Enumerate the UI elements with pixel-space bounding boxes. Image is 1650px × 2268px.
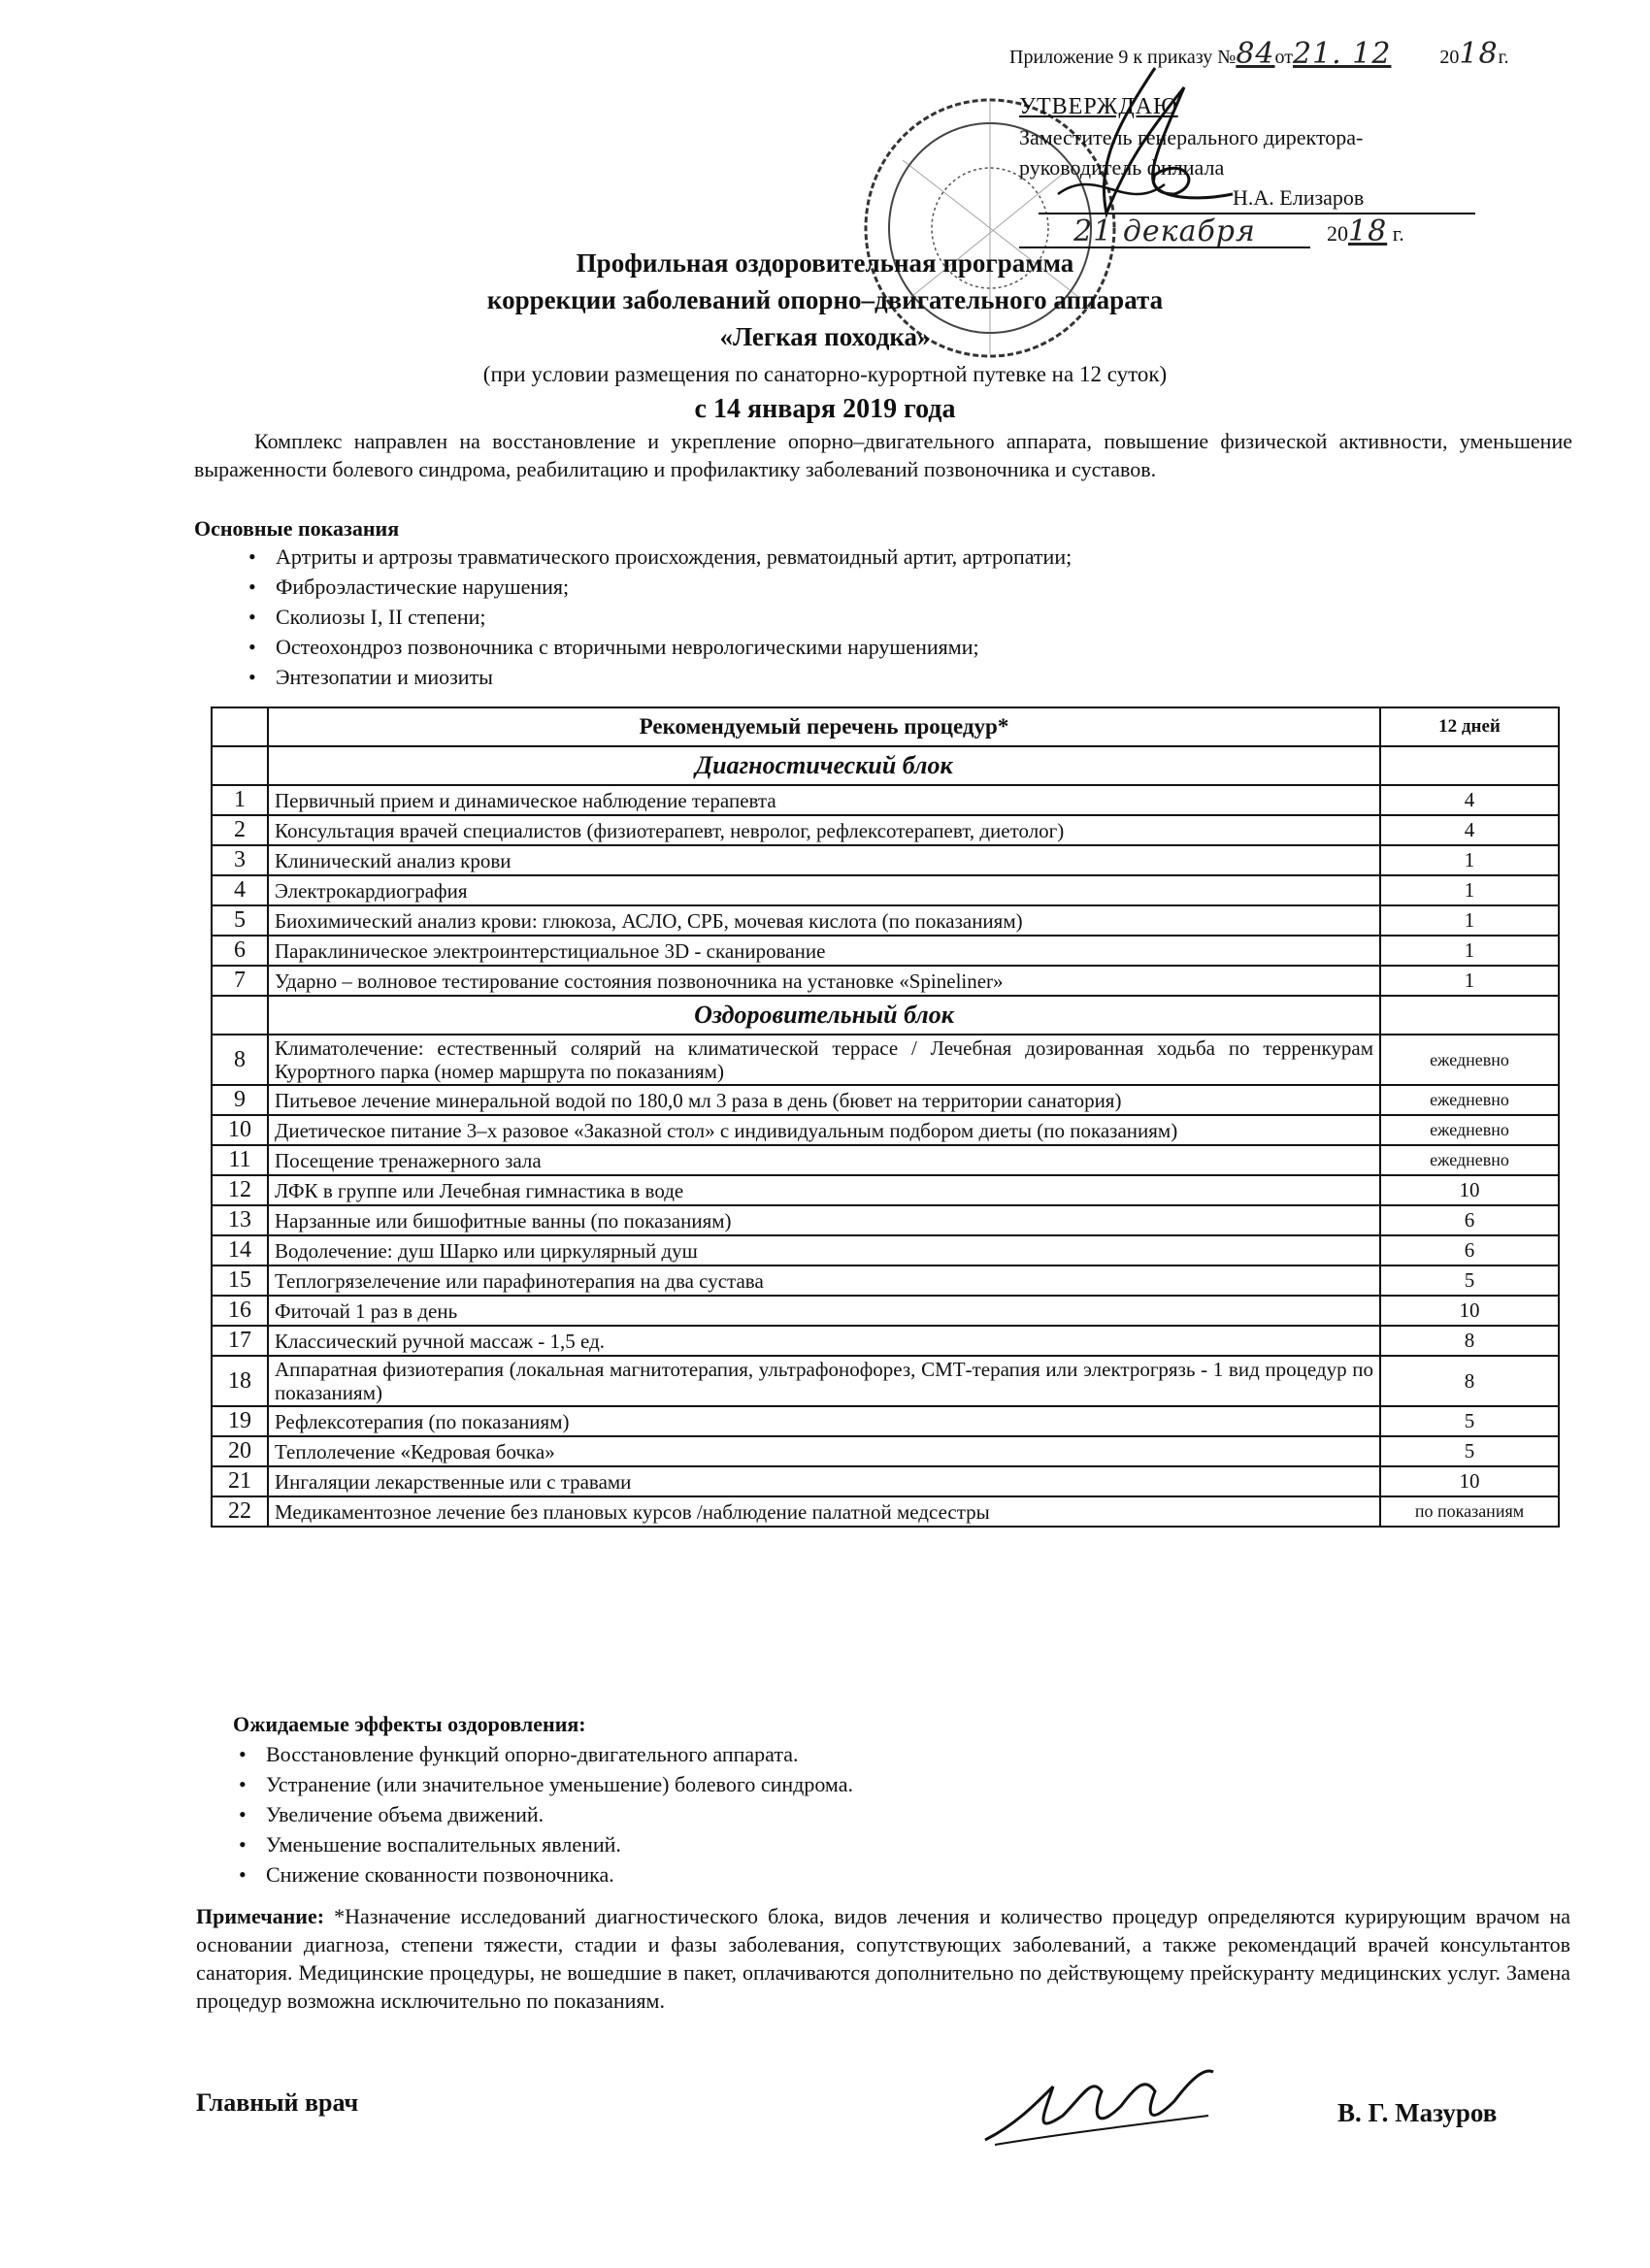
table-row [212, 1496, 1559, 1527]
appendix-text: Приложение 9 к приказу № [1009, 47, 1237, 68]
row-number: 10 [212, 1115, 268, 1145]
approval-position-line2: руководитель филиала [1019, 155, 1225, 180]
procedure-count: 8 [1380, 1356, 1559, 1406]
procedure-name: Климатолечение: естественный солярий на климатической террасе / Лечебная дозированная ходьба по терренкурам Курортного парка (номер маршрута по показаниям) [268, 1035, 1380, 1085]
table-row [212, 1406, 1559, 1436]
row-number: 22 [212, 1496, 268, 1527]
table-row [212, 1115, 1559, 1145]
chief-doctor-signature [975, 2048, 1228, 2154]
appendix-year-prefix: 20 [1439, 47, 1460, 68]
procedures-table-body [212, 746, 1559, 1527]
procedure-count: 10 [1380, 1466, 1559, 1496]
procedure-name: Нарзанные или бишофитные ванны (по показаниям) [268, 1205, 1380, 1235]
effect-item: • Уменьшение воспалительных явлений. [233, 1829, 853, 1859]
table-row [212, 1085, 1559, 1115]
procedure-count: 5 [1380, 1436, 1559, 1466]
approval-year-prefix: 20 [1327, 221, 1348, 246]
table-row [212, 785, 1559, 815]
approval-block [1019, 92, 1475, 248]
procedure-count: 1 [1380, 875, 1559, 905]
table-header-procedures: Рекомендуемый перечень процедур* [268, 707, 1380, 746]
title-line2: коррекции заболеваний опорно–двигательного аппарата [486, 285, 1164, 314]
effect-item: • Увеличение объема движений. [233, 1799, 853, 1829]
procedure-name: Аппаратная физиотерапия (локальная магнитотерапия, ультрафонофорез, СМТ-терапия или электрогрязь - 1 вид процедур по показаниям) [268, 1356, 1380, 1406]
row-number: 20 [212, 1436, 268, 1466]
indication-item: • Остеохондроз позвоночника с вторичными неврологическими нарушениями; [243, 632, 1072, 662]
note-label: Примечание: [196, 1904, 325, 1928]
table-row [212, 1356, 1559, 1406]
block-heading-row [212, 996, 1559, 1035]
block-empty-cell [212, 746, 268, 785]
indication-item: • Энтезопатии и миозиты [243, 662, 1072, 692]
indication-item: • Сколиозы I, II степени; [243, 602, 1072, 632]
row-number: 5 [212, 905, 268, 936]
procedure-name: Теплогрязелечение или парафинотерапия на два сустава [268, 1265, 1380, 1296]
appendix-from: от [1274, 47, 1293, 68]
row-number: 3 [212, 845, 268, 875]
row-number: 9 [212, 1085, 268, 1115]
table-row [212, 1145, 1559, 1175]
indications-heading: Основные показания [194, 516, 400, 541]
procedure-count: ежедневно [1380, 1085, 1559, 1115]
indications-list [243, 542, 1072, 692]
procedure-name: Классический ручной массаж - 1,5 ед. [268, 1326, 1380, 1356]
approval-position-line1: Заместитель генерального директора- [1019, 125, 1364, 149]
procedure-count: 6 [1380, 1235, 1559, 1265]
procedure-count: 6 [1380, 1205, 1559, 1235]
procedure-count: 1 [1380, 966, 1559, 996]
procedure-count: 5 [1380, 1406, 1559, 1436]
row-number: 17 [212, 1326, 268, 1356]
procedures-table [211, 707, 1560, 1528]
table-row [212, 875, 1559, 905]
row-number: 21 [212, 1466, 268, 1496]
appendix-year-suffix: 18 [1459, 37, 1499, 71]
indications-section [194, 516, 1072, 692]
row-number: 7 [212, 966, 268, 996]
procedure-count: ежедневно [1380, 1035, 1559, 1085]
procedure-name: ЛФК в группе или Лечебная гимнастика в воде [268, 1175, 1380, 1205]
table-row [212, 1205, 1559, 1235]
table-row [212, 1175, 1559, 1205]
chief-doctor-role: Главный врач [196, 2088, 359, 2117]
title-line1: Профильная оздоровительная программа [576, 248, 1074, 278]
procedure-name: Фиточай 1 раз в день [268, 1296, 1380, 1326]
table-row [212, 966, 1559, 996]
procedure-count: по показаниям [1380, 1496, 1559, 1527]
procedure-name: Ингаляции лекарственные или с травами [268, 1466, 1380, 1496]
approval-heading: УТВЕРЖДАЮ [1019, 94, 1178, 119]
procedure-count: 5 [1380, 1265, 1559, 1296]
table-row [212, 1296, 1559, 1326]
procedure-name: Медикаментозное лечение без плановых курсов /наблюдение палатной медсестры [268, 1496, 1380, 1527]
procedure-name: Водолечение: душ Шарко или циркулярный душ [268, 1235, 1380, 1265]
table-header-days: 12 дней [1380, 707, 1559, 746]
row-number: 16 [212, 1296, 268, 1326]
procedure-name: Биохимический анализ крови: глюкоза, АСЛО, СРБ, мочевая кислота (по показаниям) [268, 905, 1380, 936]
effects-section [233, 1712, 853, 1890]
procedure-name: Электрокардиография [268, 875, 1380, 905]
block-empty-cell [1380, 746, 1559, 785]
effects-list [233, 1739, 853, 1890]
procedure-name: Питьевое лечение минеральной водой по 180,0 мл 3 раза в день (бювет на территории санатория) [268, 1085, 1380, 1115]
table-header-row [212, 707, 1559, 746]
row-number: 19 [212, 1406, 268, 1436]
block-heading: Диагностический блок [268, 746, 1380, 785]
procedure-count: ежедневно [1380, 1145, 1559, 1175]
intro-block [194, 427, 1572, 483]
row-number: 14 [212, 1235, 268, 1265]
table-row [212, 1326, 1559, 1356]
table-row [212, 1466, 1559, 1496]
row-number: 12 [212, 1175, 268, 1205]
approval-year-suffix: 18 [1348, 214, 1388, 248]
table-row [212, 1235, 1559, 1265]
procedure-count: 8 [1380, 1326, 1559, 1356]
procedure-name: Теплолечение «Кедровая бочка» [268, 1436, 1380, 1466]
row-number: 15 [212, 1265, 268, 1296]
procedure-name: Посещение тренажерного зала [268, 1145, 1380, 1175]
chief-doctor-name: В. Г. Мазуров [1337, 2098, 1498, 2127]
procedure-count: 1 [1380, 905, 1559, 936]
approver-name: Н.А. Елизаров [1039, 182, 1475, 214]
row-number: 4 [212, 875, 268, 905]
procedure-name: Ударно – волновое тестирование состояния позвоночника на установке «Spineliner» [268, 966, 1380, 996]
note-text: *Назначение исследований диагностического блока, видов лечения и количество процедур определяются курирующим врачом на основании диагноза, степени тяжести, стадии и фазы заболевания, сопутствующих заболеваний, а также рекомендаций врачей консультантов санатория. Медицинские процедуры, не вошедшие в пакет, оплачиваются дополнительно по действующему прейскуранту медицинских услуг. Замена процедур возможна исключительно по показаниям. [196, 1904, 1570, 2013]
row-number: 18 [212, 1356, 268, 1406]
procedure-name: Клинический анализ крови [268, 845, 1380, 875]
procedure-count: 4 [1380, 785, 1559, 815]
effect-item: • Восстановление функций опорно-двигательного аппарата. [233, 1739, 853, 1769]
row-number: 11 [212, 1145, 268, 1175]
row-number: 13 [212, 1205, 268, 1235]
block-empty-cell [1380, 996, 1559, 1035]
order-number: 84 [1236, 37, 1275, 71]
table-header-num [212, 707, 268, 746]
row-number: 8 [212, 1035, 268, 1085]
procedure-count: 4 [1380, 815, 1559, 845]
approval-year-end: г. [1387, 221, 1404, 246]
row-number: 1 [212, 785, 268, 815]
procedure-name: Консультация врачей специалистов (физиотерапевт, невролог, рефлексотерапевт, диетолог) [268, 815, 1380, 845]
order-date: 21. 12 [1293, 37, 1392, 71]
procedure-name: Параклиническое электроинтерстициальное 3D - сканирование [268, 936, 1380, 966]
appendix-year-end: г. [1498, 47, 1509, 68]
procedure-name: Диетическое питание 3–х разовое «Заказной стол» с индивидуальным подбором диеты (по показаниям) [268, 1115, 1380, 1145]
indication-item: • Фиброэластические нарушения; [243, 572, 1072, 602]
table-row [212, 1265, 1559, 1296]
indication-item: • Артриты и артрозы травматического происхождения, ревматоидный артит, артропатии; [243, 542, 1072, 572]
stay-condition: (при условии размещения по санаторно-курортной путевке на 12 суток) [482, 362, 1168, 386]
row-number: 2 [212, 815, 268, 845]
block-empty-cell [212, 996, 268, 1035]
effect-item: • Устранение (или значительное уменьшение) болевого синдрома. [233, 1769, 853, 1799]
approval-date: 21 декабря [1019, 216, 1310, 248]
effects-heading: Ожидаемые эффекты оздоровления: [233, 1712, 586, 1736]
procedure-count: 1 [1380, 845, 1559, 875]
note-paragraph [196, 1902, 1570, 2015]
block-heading: Оздоровительный блок [268, 996, 1380, 1035]
table-row [212, 1035, 1559, 1085]
effect-item: • Снижение скованности позвоночника. [233, 1859, 853, 1890]
procedure-count: ежедневно [1380, 1115, 1559, 1145]
start-date: с 14 января 2019 года [694, 394, 956, 424]
procedure-name: Первичный прием и динамическое наблюдение терапевта [268, 785, 1380, 815]
row-number: 6 [212, 936, 268, 966]
table-row [212, 815, 1559, 845]
block-heading-row [212, 746, 1559, 785]
table-row [212, 905, 1559, 936]
program-title [0, 245, 1650, 355]
procedure-count: 1 [1380, 936, 1559, 966]
table-row [212, 1436, 1559, 1466]
procedure-count: 10 [1380, 1175, 1559, 1205]
table-row [212, 936, 1559, 966]
procedure-count: 10 [1380, 1296, 1559, 1326]
table-row [212, 845, 1559, 875]
intro-paragraph: Комплекс направлен на восстановление и укрепление опорно–двигательного аппарата, повышение физической активности, уменьшение выраженности болевого синдрома, реабилитацию и профилактику заболеваний позвоночника и суставов. [194, 429, 1572, 481]
procedure-name: Рефлексотерапия (по показаниям) [268, 1406, 1380, 1436]
title-line3: «Легкая походка» [719, 322, 931, 351]
